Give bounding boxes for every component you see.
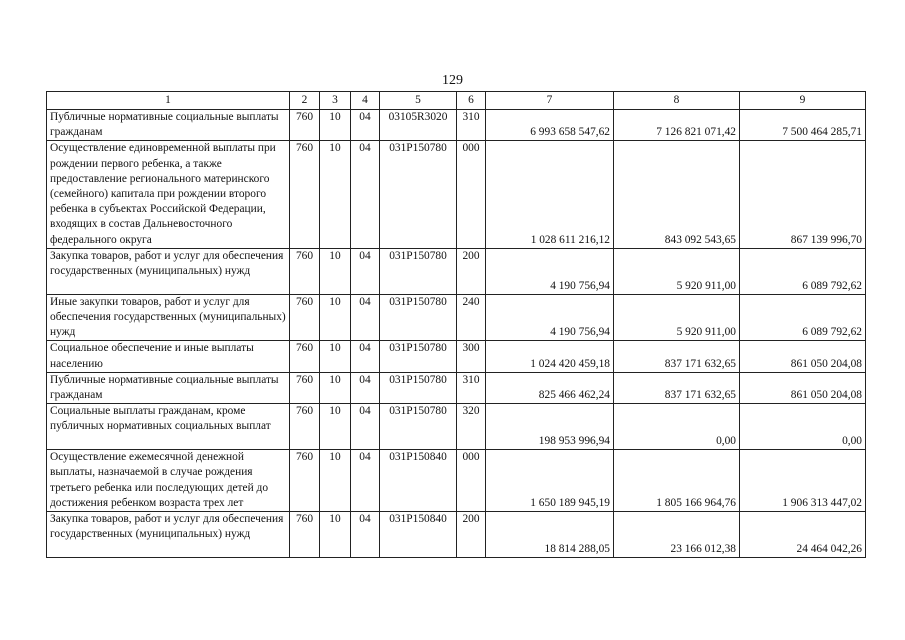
row-code-2: 760 (290, 512, 320, 558)
row-code-4: 04 (351, 294, 380, 341)
row-name: Публичные нормативные социальные выплаты гражданам (47, 110, 290, 141)
row-amount-8: 843 092 543,65 (614, 141, 740, 248)
row-name: Осуществление единовременной выплаты при рождении первого ребенка, а также предоставление регионального материнского (семейного) капитала при рождении второго ребенка в субъектах Российской Федерации, входящих в состав Дальневосточного федерального округа (47, 141, 290, 248)
table-header-row (47, 92, 866, 110)
row-code-6: 300 (457, 341, 486, 372)
table-row (47, 294, 866, 341)
row-code-4: 04 (351, 450, 380, 512)
row-code-5: 031P150780 (380, 372, 457, 403)
table-row (47, 341, 866, 372)
row-code-6: 310 (457, 110, 486, 141)
row-code-4: 04 (351, 248, 380, 294)
column-header: 1 (47, 92, 290, 110)
row-amount-8: 5 920 911,00 (614, 248, 740, 294)
column-header: 2 (290, 92, 320, 110)
row-amount-7: 6 993 658 547,62 (486, 110, 614, 141)
row-amount-9: 861 050 204,08 (740, 372, 866, 403)
row-code-3: 10 (320, 141, 351, 248)
row-code-3: 10 (320, 512, 351, 558)
row-code-6: 310 (457, 372, 486, 403)
row-amount-7: 1 024 420 459,18 (486, 341, 614, 372)
row-code-4: 04 (351, 372, 380, 403)
row-code-5: 03105R3020 (380, 110, 457, 141)
row-amount-7: 4 190 756,94 (486, 248, 614, 294)
row-code-2: 760 (290, 341, 320, 372)
row-amount-7: 18 814 288,05 (486, 512, 614, 558)
row-code-6: 000 (457, 450, 486, 512)
table-row (47, 450, 866, 512)
column-header: 4 (351, 92, 380, 110)
row-amount-9: 7 500 464 285,71 (740, 110, 866, 141)
row-amount-9: 1 906 313 447,02 (740, 450, 866, 512)
row-code-4: 04 (351, 141, 380, 248)
row-code-5: 031P150840 (380, 512, 457, 558)
row-amount-7: 4 190 756,94 (486, 294, 614, 341)
row-amount-7: 198 953 996,94 (486, 404, 614, 450)
row-code-5: 031P150780 (380, 141, 457, 248)
row-code-3: 10 (320, 404, 351, 450)
column-header: 7 (486, 92, 614, 110)
row-amount-8: 5 920 911,00 (614, 294, 740, 341)
row-amount-8: 23 166 012,38 (614, 512, 740, 558)
row-amount-7: 1 650 189 945,19 (486, 450, 614, 512)
row-code-4: 04 (351, 512, 380, 558)
row-name: Социальные выплаты гражданам, кроме публичных нормативных социальных выплат (47, 404, 290, 450)
row-code-4: 04 (351, 404, 380, 450)
row-code-6: 240 (457, 294, 486, 341)
row-code-2: 760 (290, 110, 320, 141)
column-header: 3 (320, 92, 351, 110)
row-code-2: 760 (290, 141, 320, 248)
row-code-3: 10 (320, 341, 351, 372)
row-code-6: 000 (457, 141, 486, 248)
row-amount-8: 837 171 632,65 (614, 341, 740, 372)
row-code-2: 760 (290, 294, 320, 341)
row-name: Иные закупки товаров, работ и услуг для обеспечения государственных (муниципальных) нужд (47, 294, 290, 341)
budget-table (46, 91, 866, 558)
row-code-6: 200 (457, 248, 486, 294)
row-amount-9: 24 464 042,26 (740, 512, 866, 558)
row-code-4: 04 (351, 110, 380, 141)
row-code-2: 760 (290, 450, 320, 512)
row-code-5: 031P150780 (380, 294, 457, 341)
row-amount-8: 1 805 166 964,76 (614, 450, 740, 512)
column-header: 8 (614, 92, 740, 110)
column-header: 6 (457, 92, 486, 110)
row-code-6: 320 (457, 404, 486, 450)
row-amount-9: 861 050 204,08 (740, 341, 866, 372)
row-amount-8: 837 171 632,65 (614, 372, 740, 403)
table-row (47, 248, 866, 294)
row-code-3: 10 (320, 450, 351, 512)
row-code-5: 031P150780 (380, 404, 457, 450)
row-code-2: 760 (290, 404, 320, 450)
row-name: Закупка товаров, работ и услуг для обеспечения государственных (муниципальных) нужд (47, 248, 290, 294)
row-amount-9: 0,00 (740, 404, 866, 450)
row-amount-8: 0,00 (614, 404, 740, 450)
row-code-3: 10 (320, 248, 351, 294)
column-header: 9 (740, 92, 866, 110)
table-row (47, 404, 866, 450)
row-name: Закупка товаров, работ и услуг для обеспечения государственных (муниципальных) нужд (47, 512, 290, 558)
row-amount-9: 6 089 792,62 (740, 248, 866, 294)
row-code-2: 760 (290, 248, 320, 294)
row-name: Социальное обеспечение и иные выплаты населению (47, 341, 290, 372)
row-code-5: 031P150840 (380, 450, 457, 512)
row-code-2: 760 (290, 372, 320, 403)
row-amount-8: 7 126 821 071,42 (614, 110, 740, 141)
row-code-3: 10 (320, 110, 351, 141)
row-code-3: 10 (320, 372, 351, 403)
row-amount-7: 1 028 611 216,12 (486, 141, 614, 248)
row-code-6: 200 (457, 512, 486, 558)
row-amount-9: 6 089 792,62 (740, 294, 866, 341)
row-name: Осуществление ежемесячной денежной выплаты, назначаемой в случае рождения третьего ребенка или последующих детей до достижения ребенком возраста трех лет (47, 450, 290, 512)
table-row (47, 110, 866, 141)
row-amount-9: 867 139 996,70 (740, 141, 866, 248)
row-code-4: 04 (351, 341, 380, 372)
table-row (47, 372, 866, 403)
row-code-5: 031P150780 (380, 248, 457, 294)
row-code-5: 031P150780 (380, 341, 457, 372)
row-amount-7: 825 466 462,24 (486, 372, 614, 403)
page-number: 129 (442, 73, 463, 88)
table-row (47, 141, 866, 248)
table-row (47, 512, 866, 558)
row-name: Публичные нормативные социальные выплаты гражданам (47, 372, 290, 403)
row-code-3: 10 (320, 294, 351, 341)
column-header: 5 (380, 92, 457, 110)
